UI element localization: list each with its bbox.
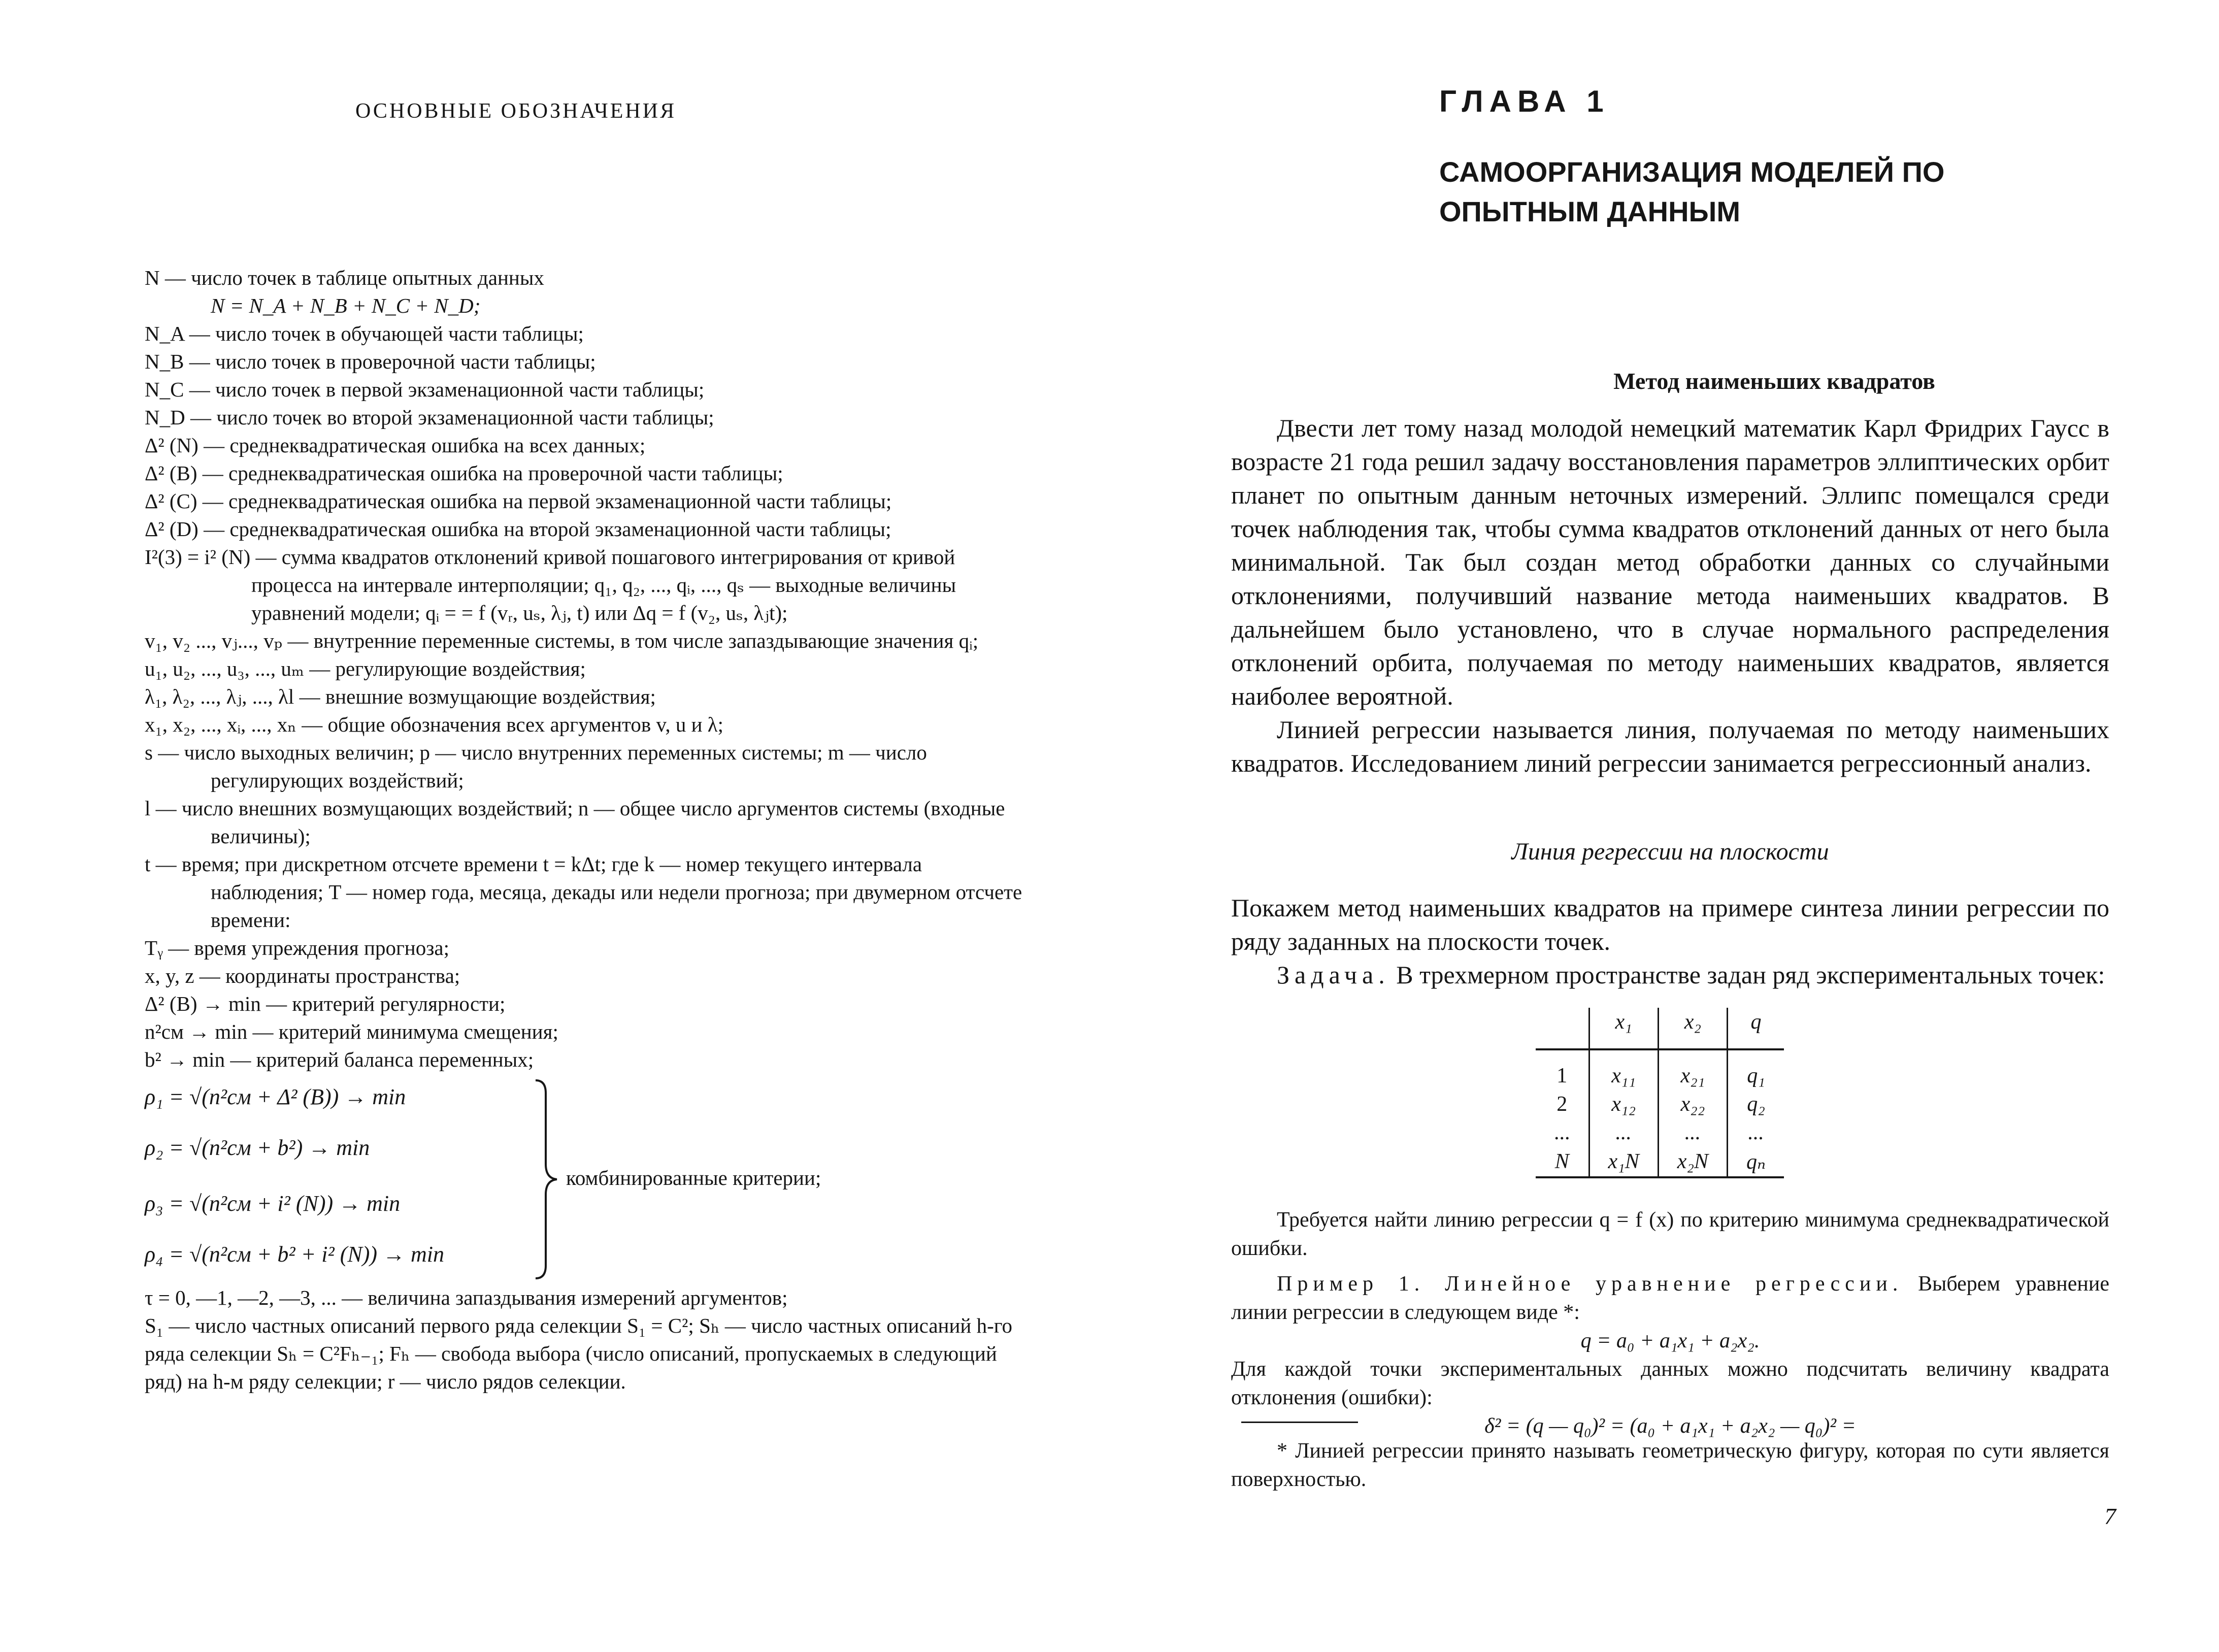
- footnote-text: * Линией регрессии принято называть геометрическую фигуру, которая по сути является поверхностью.: [1231, 1439, 2109, 1491]
- criterion-rho-4: ρ₄ = √(n²см + b² + i² (N)) → min: [145, 1242, 445, 1267]
- notation-line: x, y, z — координаты пространства;: [145, 964, 460, 987]
- right-page: [1109, 0, 2219, 1652]
- notation-line: λ₁, λ₂, ..., λⱼ, ..., λl — внешние возмущающие воздействия;: [145, 685, 656, 708]
- footnote-divider: [1241, 1422, 1358, 1423]
- table-cell: x₁₂: [1589, 1090, 1658, 1118]
- notation-line: Δ² (C) — среднеквадратическая ошибка на первой экзаменационной части таблицы;: [145, 489, 892, 513]
- task-text: [1231, 891, 2109, 992]
- table-header: x₂: [1658, 1008, 1727, 1049]
- equation: δ² = (q — q₀)² = (a₀ + a₁x₁ + a₂x₂ — q₀)² =: [1484, 1414, 1856, 1438]
- paragraph: Для каждой точки экспериментальных данных можно подсчитать величину квадрата отклонения (ошибки):: [1231, 1358, 2109, 1409]
- chapter-title: САМООРГАНИЗАЦИЯ МОДЕЛЕЙ ПО ОПЫТНЫМ ДАННЫМ: [1439, 156, 1945, 227]
- notation-list: [145, 264, 1028, 1396]
- notation-line: N — число точек в таблице опытных данных: [145, 266, 544, 289]
- notation-line: u₁, u₂, ..., u₃, ..., uₘ — регулирующие воздействия;: [145, 657, 586, 680]
- table-cell: ...: [1728, 1118, 1784, 1147]
- task-label: Задача.: [1277, 961, 1390, 989]
- subsection-heading: Линия регрессии на плоскости: [1511, 838, 1829, 865]
- section-heading: Метод наименьших квадратов: [1613, 368, 1935, 394]
- table-cell: x₂₂: [1658, 1090, 1727, 1118]
- right-brace-icon: [531, 1078, 561, 1281]
- table-row: [1536, 1147, 1784, 1177]
- table-header: x₁: [1589, 1008, 1658, 1049]
- notation-line: N_C — число точек в первой экзаменационной части таблицы;: [145, 378, 705, 401]
- notation-line: τ = 0, —1, —2, —3, ... — величина запаздывания измерений аргументов;: [145, 1286, 788, 1309]
- table-cell: ...: [1554, 1121, 1570, 1144]
- notation-line: Tᵧ — время упреждения прогноза;: [145, 936, 450, 960]
- example-text: [1231, 1206, 2109, 1440]
- paragraph: Двести лет тому назад молодой немецкий математик Карл Фридрих Гаусс в возрасте 21 года решил задачу восстановления параметров эллиптических орбит планет по опытным данным неточных измерений. Эллипс помещался среди точек наблюдения так, чтобы сумма квадратов отклонений данных от него была минимальной. Так был создан метод обработки данных со случайными отклонениями, получивший название метода наименьших квадратов. В дальнейшем было установлено, что в случае нормального распределения отклонений орбита, получаемая по методу наименьших квадратов, является наиболее вероятной.: [1231, 414, 2109, 710]
- notation-line: N_B — число точек в проверочной части таблицы;: [145, 350, 596, 373]
- equation: q = a₀ + a₁x₁ + a₂x₂.: [1580, 1329, 1760, 1352]
- notation-line: l — число внешних возмущающих воздействий; n — общее число аргументов системы (входные величины);: [145, 797, 1005, 848]
- intro-text: [1231, 411, 2109, 780]
- notation-line: N_D — число точек во второй экзаменационной части таблицы;: [145, 406, 714, 429]
- table-cell: ...: [1589, 1118, 1658, 1147]
- criterion-rho-1: ρ₁ = √(n²см + Δ² (B)) → min: [145, 1084, 406, 1109]
- notation-line: Δ² (N) — среднеквадратическая ошибка на всех данных;: [145, 434, 646, 457]
- notation-line: n²см → min — критерий минимума смещения;: [145, 1020, 558, 1043]
- table-cell: q₂: [1728, 1090, 1784, 1118]
- example-body: Выберем уравнение линии регрессии в следующем виде *:: [1231, 1272, 2109, 1324]
- left-page: [0, 0, 1109, 1652]
- notation-line: b² → min — критерий баланса переменных;: [145, 1048, 534, 1071]
- notation-title: ОСНОВНЫЕ ОБОЗНАЧЕНИЯ: [355, 100, 677, 123]
- chapter-number: ГЛАВА 1: [1439, 84, 1610, 118]
- notation-line: I²(3) = i² (N) — сумма квадратов отклонений кривой пошагового интегрирования от кривой процесса на интервале интерполяции; q₁, q₂, ..., qᵢ, ..., qₛ — выходные величины уравнений модели; qᵢ = = f (vᵣ, uₛ, λⱼ, t) или Δq = f (v₂, uₛ, λⱼt);: [145, 545, 956, 624]
- table-cell: x₂N: [1658, 1147, 1727, 1177]
- page-number: 7: [2104, 1503, 2116, 1529]
- table-cell: x₂₁: [1658, 1049, 1727, 1090]
- footnote: [1231, 1437, 2109, 1494]
- table-cell: qₙ: [1728, 1147, 1784, 1177]
- table-cell: 2: [1556, 1093, 1568, 1116]
- paragraph: Требуется найти линию регрессии q = f (x) по критерию минимума среднеквадратической ошибки.: [1231, 1208, 2109, 1260]
- notation-line: t — время; при дискретном отсчете времени t = kΔt; где k — номер текущего интервала наблюдения; T — номер года, месяца, декады или недели прогноза; при двумерном отсчете времени:: [145, 852, 1022, 932]
- table-row: [1536, 1049, 1784, 1090]
- table-header: [1536, 1008, 1589, 1049]
- notation-line: Δ² (B) → min — критерий регулярности;: [145, 992, 506, 1015]
- notation-line: s — число выходных величин; p — число внутренних переменных системы; m — число регулирующих воздействий;: [145, 741, 927, 792]
- table-row: [1536, 1118, 1784, 1147]
- table-cell: 1: [1556, 1064, 1568, 1087]
- criterion-rho-3: ρ₃ = √(n²см + i² (N)) → min: [145, 1191, 401, 1216]
- table-row: [1536, 1090, 1784, 1118]
- criterion-rho-2: ρ₂ = √(n²см + b²) → min: [145, 1135, 370, 1160]
- table-cell: ...: [1658, 1118, 1727, 1147]
- task-body: В трехмерном пространстве задан ряд экспериментальных точек:: [1396, 961, 2105, 989]
- notation-line: v₁, v₂ ..., vⱼ..., vₚ — внутренние переменные системы, в том числе запаздывающие значения qᵢ;: [145, 629, 979, 652]
- table-cell: x₁N: [1589, 1147, 1658, 1177]
- notation-line: x₁, x₂, ..., xᵢ, ..., xₙ — общие обозначения всех аргументов v, u и λ;: [145, 713, 724, 736]
- table-cell: q₁: [1728, 1049, 1784, 1090]
- table-cell: x₁₁: [1589, 1049, 1658, 1090]
- data-table: [1536, 1008, 1784, 1178]
- notation-line: Δ² (D) — среднеквадратическая ошибка на второй экзаменационной части таблицы;: [145, 517, 891, 541]
- notation-line: N_A — число точек в обучающей части таблицы;: [145, 322, 584, 345]
- table-header: q: [1728, 1008, 1784, 1049]
- combined-criteria: [145, 1078, 1028, 1281]
- notation-line: S₁ — число частных описаний первого ряда селекции S₁ = C²; Sₕ — число частных описаний h-го ряда селекции Sₕ = C²Fₕ₋₁; Fₕ — свобода выбора (число описаний, пропускаемых в следующий ряд) на h-м ряду селекции; r — число рядов селекции.: [145, 1314, 1013, 1393]
- notation-line: Δ² (B) — среднеквадратическая ошибка на проверочной части таблицы;: [145, 461, 783, 485]
- notation-line: N = N_A + N_B + N_C + N_D;: [211, 294, 481, 317]
- paragraph: Покажем метод наименьших квадратов на примере синтеза линии регрессии по ряду заданных на плоскости точек.: [1231, 894, 2109, 955]
- example-label: Пример 1. Линейное уравнение регрессии.: [1277, 1272, 1903, 1296]
- criteria-label: комбинированные критерии;: [566, 1166, 821, 1190]
- paragraph: Линией регрессии называется линия, получаемая по методу наименьших квадратов. Исследованием линий регрессии занимается регрессионный анализ.: [1231, 715, 2109, 777]
- table-cell: N: [1536, 1147, 1589, 1177]
